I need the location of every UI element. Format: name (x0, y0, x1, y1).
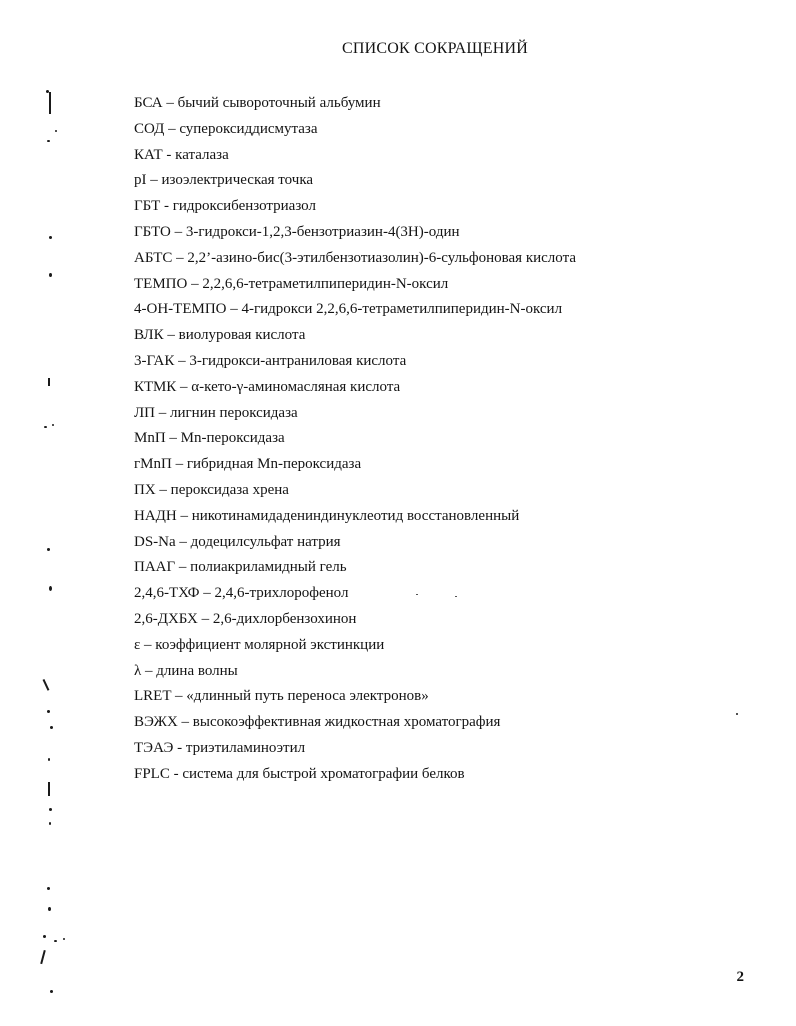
abbreviation-item: FPLC - система для быстрой хроматографии белков (134, 765, 465, 782)
scan-speck (47, 140, 50, 142)
page-title: СПИСОК СОКРАЩЕНИЙ (342, 40, 528, 57)
page-number: 2 (736, 969, 744, 985)
scan-speck (50, 726, 53, 729)
abbreviation-item: pI – изоэлектрическая точка (134, 172, 314, 189)
abbreviation-item: ПААГ – полиакриламидный гель (134, 559, 347, 576)
scan-speck (416, 594, 418, 595)
abbreviation-item: ВЛК – виолуровая кислота (134, 327, 306, 344)
abbreviation-item: НАДН – никотинамидадениндинуклеотид восстановленный (134, 507, 520, 524)
scan-speck (47, 710, 50, 713)
abbreviation-item: DS-Na – додецилсульфат натрия (134, 533, 341, 550)
scan-speck (49, 236, 52, 239)
scan-speck (49, 822, 51, 825)
scan-speck (49, 273, 52, 277)
scan-speck (50, 990, 53, 993)
abbreviation-item: 4-OH-ТЕМПО – 4-гидрокси 2,2,6,6-тетраметилпиперидин-N-оксил (134, 301, 563, 318)
abbreviation-item: 2,6-ДХБХ – 2,6-дихлорбензохинон (134, 610, 357, 627)
abbreviation-item: гMnП – гибридная Mn-пероксидаза (134, 456, 362, 473)
scan-speck (455, 596, 457, 597)
abbreviation-item: λ – длина волны (134, 662, 238, 679)
scan-speck (43, 935, 46, 938)
abbreviation-item: КАТ - каталаза (134, 146, 229, 163)
abbreviation-item: ЛП – лигнин пероксидаза (134, 404, 298, 421)
scan-speck (55, 130, 57, 132)
scan-mark (48, 378, 50, 386)
scan-speck (54, 940, 57, 942)
abbreviation-item: ε – коэффициент молярной экстинкции (134, 636, 385, 653)
scan-speck (48, 758, 50, 761)
abbreviation-item: АБТС – 2,2’-азино-бис(3-этилбензотиазолин)-6-сульфоновая кислота (134, 249, 576, 266)
scan-speck (48, 907, 51, 911)
abbreviation-list (134, 91, 576, 788)
abbreviation-item: MnП – Mn-пероксидаза (134, 430, 285, 447)
scan-speck (47, 887, 50, 890)
scan-mark (43, 679, 49, 691)
scan-mark (48, 782, 50, 796)
abbreviation-item: ГБТ - гидроксибензотриазол (134, 198, 316, 215)
abbreviation-item: ТЭАЭ - триэтиламиноэтил (134, 739, 306, 756)
scan-speck (49, 808, 52, 811)
abbreviation-item: ТЕМПО – 2,2,6,6-тетраметилпиперидин-N-оксил (134, 275, 449, 292)
abbreviation-item: LRET – «длинный путь переноса электронов» (134, 688, 429, 705)
scan-speck (52, 424, 54, 426)
abbreviation-item: ВЭЖХ – высокоэффективная жидкостная хроматография (134, 714, 501, 731)
scan-mark (40, 950, 45, 964)
abbreviation-item: СОД – супероксиддисмутаза (134, 120, 318, 137)
abbreviation-item: КТМК – α-кето-γ-аминомасляная кислота (134, 378, 401, 395)
abbreviation-item: ГБТО – 3-гидрокси-1,2,3-бензотриазин-4(3H)-один (134, 223, 460, 240)
scan-mark (49, 92, 51, 114)
abbreviation-item: 2,4,6-ТХФ – 2,4,6-трихлорофенол (134, 585, 349, 602)
scan-speck (63, 938, 65, 940)
scan-speck (49, 586, 52, 591)
scan-speck (46, 90, 49, 93)
scan-speck (44, 426, 47, 428)
abbreviation-item: БСА – бычий сывороточный альбумин (134, 95, 381, 111)
abbreviation-item: ПХ – пероксидаза хрена (134, 481, 289, 498)
abbreviation-item: 3-ГАК – 3-гидрокси-антраниловая кислота (134, 352, 407, 369)
scan-speck (47, 548, 50, 551)
scan-speck (736, 713, 738, 715)
